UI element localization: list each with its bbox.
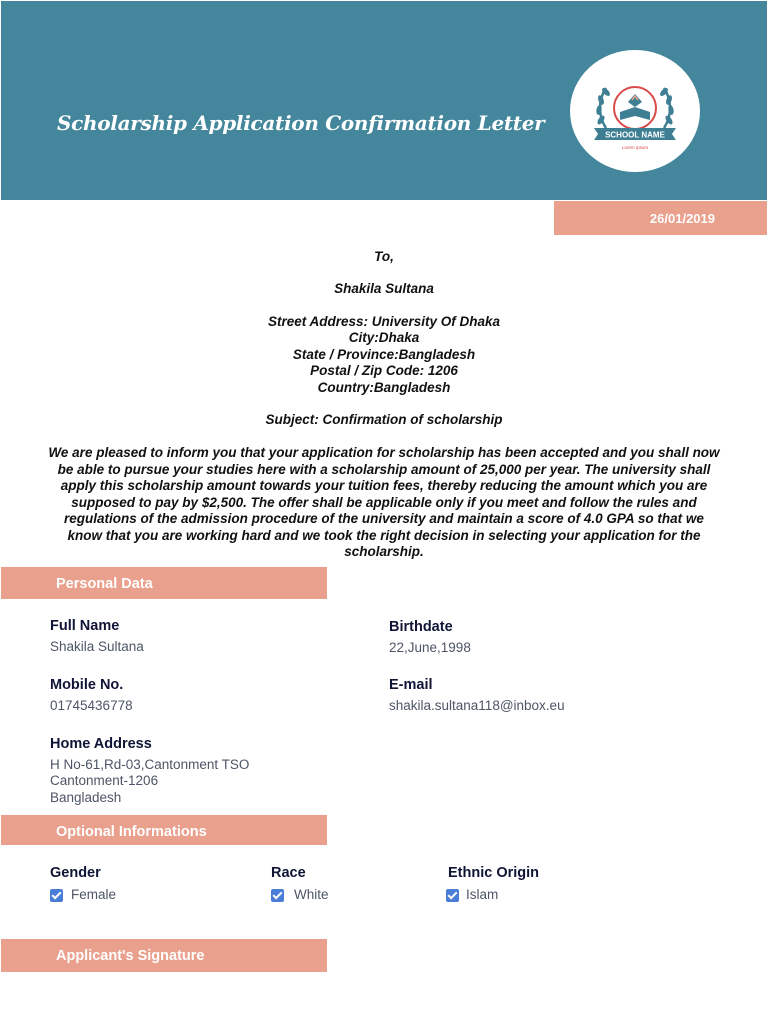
recipient-name: Shakila Sultana [334, 281, 434, 296]
home-address-value [50, 757, 249, 806]
email-value: shakila.sultana118@inbox.eu [389, 698, 565, 713]
optional-info-header [1, 815, 327, 845]
birthdate-label: Birthdate [389, 619, 453, 635]
ethnic-origin-label: Ethnic Origin [448, 865, 540, 881]
full-name-value: Shakila Sultana [50, 639, 144, 654]
letter-date: 26/01/2019 [649, 211, 715, 226]
race-value: White [294, 887, 329, 902]
letter-body: We are pleased to inform you that your application for scholarship has been accepted and you shall now be able to pursue your studies here with a scholarship amount of 25,000 per year. The university shall apply this scholarship amount towards your tuition fees, thereby reducing the amount which you are supposed to pay by $2,500. The offer shall be applicable only if you meet and follow the rules and regulations of the admission procedure of the university and maintain a score of 4.0 GPA so that we know that you are working hard and we took the right decision in selecting your application for the scholarship. [48, 445, 720, 559]
address-line: Street Address: University Of Dhaka [267, 314, 501, 329]
address-block [40, 314, 728, 396]
logo-subtext: Lorem Ipsum [621, 145, 649, 150]
section-title: Optional Informations [56, 824, 207, 840]
home-address-label: Home Address [50, 736, 152, 752]
gender-checkbox[interactable] [50, 889, 63, 902]
gender-label: Gender [50, 865, 101, 881]
ethnic-origin-value: Islam [466, 887, 499, 902]
section-title: Personal Data [56, 576, 153, 592]
letter-subject: Subject: Confirmation of scholarship [265, 412, 503, 427]
home-address-line: Bangladesh [50, 789, 122, 805]
race-checkbox[interactable] [271, 889, 284, 902]
personal-data-header [1, 567, 327, 599]
section-title: Applicant's Signature [56, 948, 205, 964]
mobile-label: Mobile No. [50, 677, 124, 693]
gender-value: Female [71, 887, 117, 902]
salutation: To, [374, 249, 394, 264]
page-title: Scholarship Application Confirmation Letter [57, 111, 545, 135]
school-logo [570, 50, 700, 172]
address-line: Country:Bangladesh [317, 379, 451, 395]
home-address-line: H No-61,Rd-03,Cantonment TSO [50, 757, 250, 772]
mobile-value: 01745436778 [50, 698, 133, 713]
school-crest-icon [570, 50, 700, 172]
address-line: State / Province:Bangladesh [292, 346, 476, 362]
logo-text: SCHOOL NAME [605, 130, 665, 140]
birthdate-value: 22,June,1998 [389, 640, 471, 655]
signature-header [1, 939, 327, 972]
ethnic-origin-checkbox[interactable] [446, 889, 459, 902]
race-label: Race [271, 865, 306, 881]
date-bar [554, 201, 767, 235]
header-banner [1, 1, 767, 200]
home-address-line: Cantonment-1206 [50, 773, 159, 789]
email-label: E-mail [389, 677, 433, 693]
address-line: City:Dhaka [348, 330, 420, 346]
address-line: Postal / Zip Code: 1206 [310, 363, 458, 379]
full-name-label: Full Name [50, 618, 120, 634]
